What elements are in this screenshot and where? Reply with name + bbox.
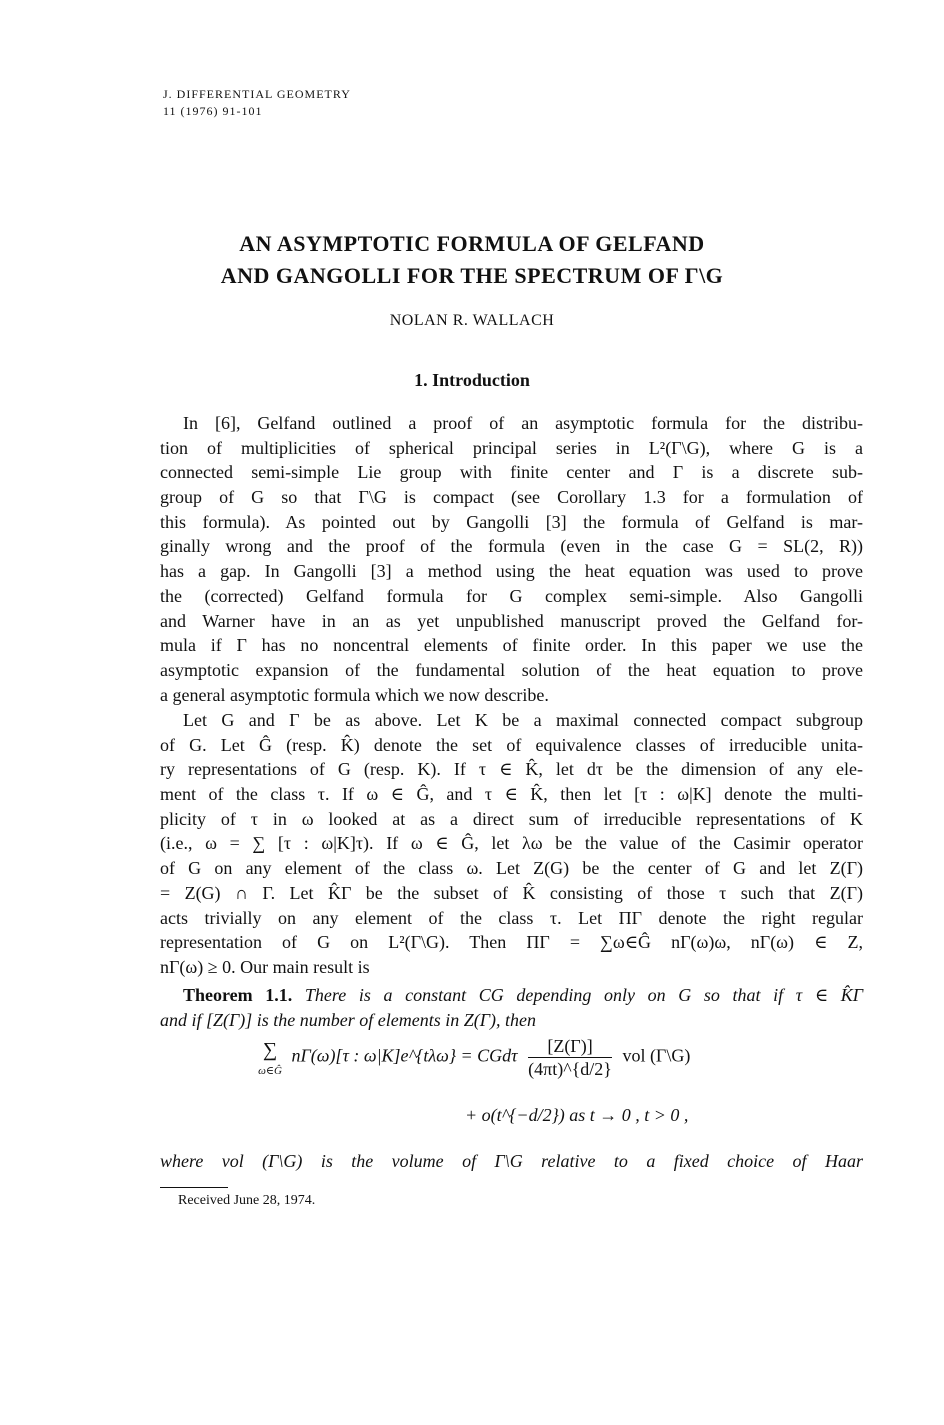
journal-volume: 11 (1976) 91-101 — [163, 104, 263, 118]
journal-header — [163, 86, 351, 120]
formula-fraction — [528, 1035, 612, 1080]
text-line: of G. Let Ĝ (resp. K̂) denote the set of equivalence classes of irreducible unita- — [160, 734, 863, 755]
text-line: In [6], Gelfand outlined a proof of an asymptotic formula for the distribu- — [183, 413, 863, 433]
fraction-numerator: [Z(Γ)] — [528, 1035, 612, 1058]
text-line: asymptotic expansion of the fundamental solution of the heat equation to prove — [160, 659, 863, 680]
formula-lhs: nΓ(ω)[τ : ω|K]e^{tλω} = CGdτ — [291, 1045, 518, 1066]
text-line: has a gap. In Gangolli [3] a method using the heat equation was used to prove — [160, 561, 863, 582]
theorem-block — [160, 983, 863, 1032]
text-line: tion of multiplicities of spherical principal series in L²(Γ\G), where G is a — [160, 437, 863, 458]
text-line: acts trivially on any element of the class τ. Let ΠΓ denote the right regular — [160, 907, 863, 928]
text-line: and Warner have in an as yet unpublished manuscript proved the Gelfand for- — [160, 610, 863, 631]
paper-title — [0, 228, 944, 292]
text-line: group of G so that Γ\G is compact (see Corollary 1.3 for a formulation of — [160, 487, 863, 508]
theorem-label: Theorem 1.1. — [183, 985, 293, 1005]
formula-rhs: vol (Γ\G) — [622, 1045, 691, 1066]
journal-name: J. DIFFERENTIAL GEOMETRY — [163, 87, 351, 101]
footnote-rule — [160, 1187, 228, 1188]
text-line: ry representations of G (resp. K). If τ ∈ K̂, let dτ be the dimension of any ele- — [160, 759, 863, 780]
title-line-1: AN ASYMPTOTIC FORMULA OF GELFAND — [239, 231, 705, 256]
sum-index: ω∈Ĝ — [258, 1065, 282, 1077]
title-line-2: AND GANGOLLI FOR THE SPECTRUM OF Γ\G — [220, 263, 724, 288]
text-line: connected semi-simple Lie group with finite center and Γ is a discrete sub- — [160, 462, 863, 483]
paragraph-1 — [160, 411, 863, 707]
text-line: mula if Γ has no noncentral elements of finite order. In this paper we use the — [160, 635, 863, 656]
text-line: nΓ(ω) ≥ 0. Our main result is — [160, 956, 370, 977]
text-line: representation of G on L²(Γ\G). Then ΠΓ = ∑ω∈Ĝ nΓ(ω)ω, nΓ(ω) ∈ Z, — [160, 932, 863, 953]
summation — [253, 1035, 287, 1077]
text-line: Let G and Γ be as above. Let K be a maximal connected compact subgroup — [183, 710, 863, 730]
text-line: of G on any element of the class ω. Let Z(G) be the center of G and let Z(Γ) — [160, 858, 863, 879]
text-line: this formula). As pointed out by Gangolli [3] the formula of Gelfand is mar- — [160, 511, 863, 532]
fraction-denominator: (4πt)^{d/2} — [528, 1059, 612, 1079]
text-line: ginally wrong and the proof of the formula (even in the case G = SL(2, R)) — [160, 536, 863, 557]
formula-row-1 — [253, 1035, 690, 1080]
section-heading: 1. Introduction — [414, 370, 530, 390]
theorem-text: There is a constant CG depending only on G so that if τ ∈ K̂Γ — [304, 985, 864, 1005]
text-line: = Z(G) ∩ Γ. Let K̂Γ be the subset of K̂ consisting of those τ such that Z(Γ) — [160, 882, 863, 903]
text-line: (i.e., ω = ∑ [τ : ω|K]τ). If ω ∈ Ĝ, let λω be the value of the Casimir operator — [160, 833, 863, 854]
author-name: NOLAN R. WALLACH — [389, 312, 555, 329]
theorem-line-2: and if [Z(Γ)] is the number of elements in Z(Γ), then — [160, 1009, 536, 1030]
theorem-line-1 — [160, 983, 863, 1008]
formula-remainder: + o(t^{−d/2}) as t → 0 , t > 0 , — [465, 1105, 689, 1125]
text-line: a general asymptotic formula which we now describe. — [160, 684, 549, 705]
paragraph-2 — [160, 708, 863, 980]
footnote: Received June 28, 1974. — [178, 1193, 316, 1208]
text-line: the (corrected) Gelfand formula for G complex semi-simple. Also Gangolli — [160, 585, 863, 606]
sum-sign: ∑ — [262, 1039, 278, 1061]
text-line: plicity of τ in ω looked at as a direct sum of irreducible representations of K — [160, 808, 863, 829]
text-line: ment of the class τ. If ω ∈ Ĝ, and τ ∈ K̂, then let [τ : ω|K] denote the multi- — [160, 784, 863, 805]
text-after-formula: where vol (Γ\G) is the volume of Γ\G relative to a fixed choice of Haar — [160, 1151, 863, 1171]
